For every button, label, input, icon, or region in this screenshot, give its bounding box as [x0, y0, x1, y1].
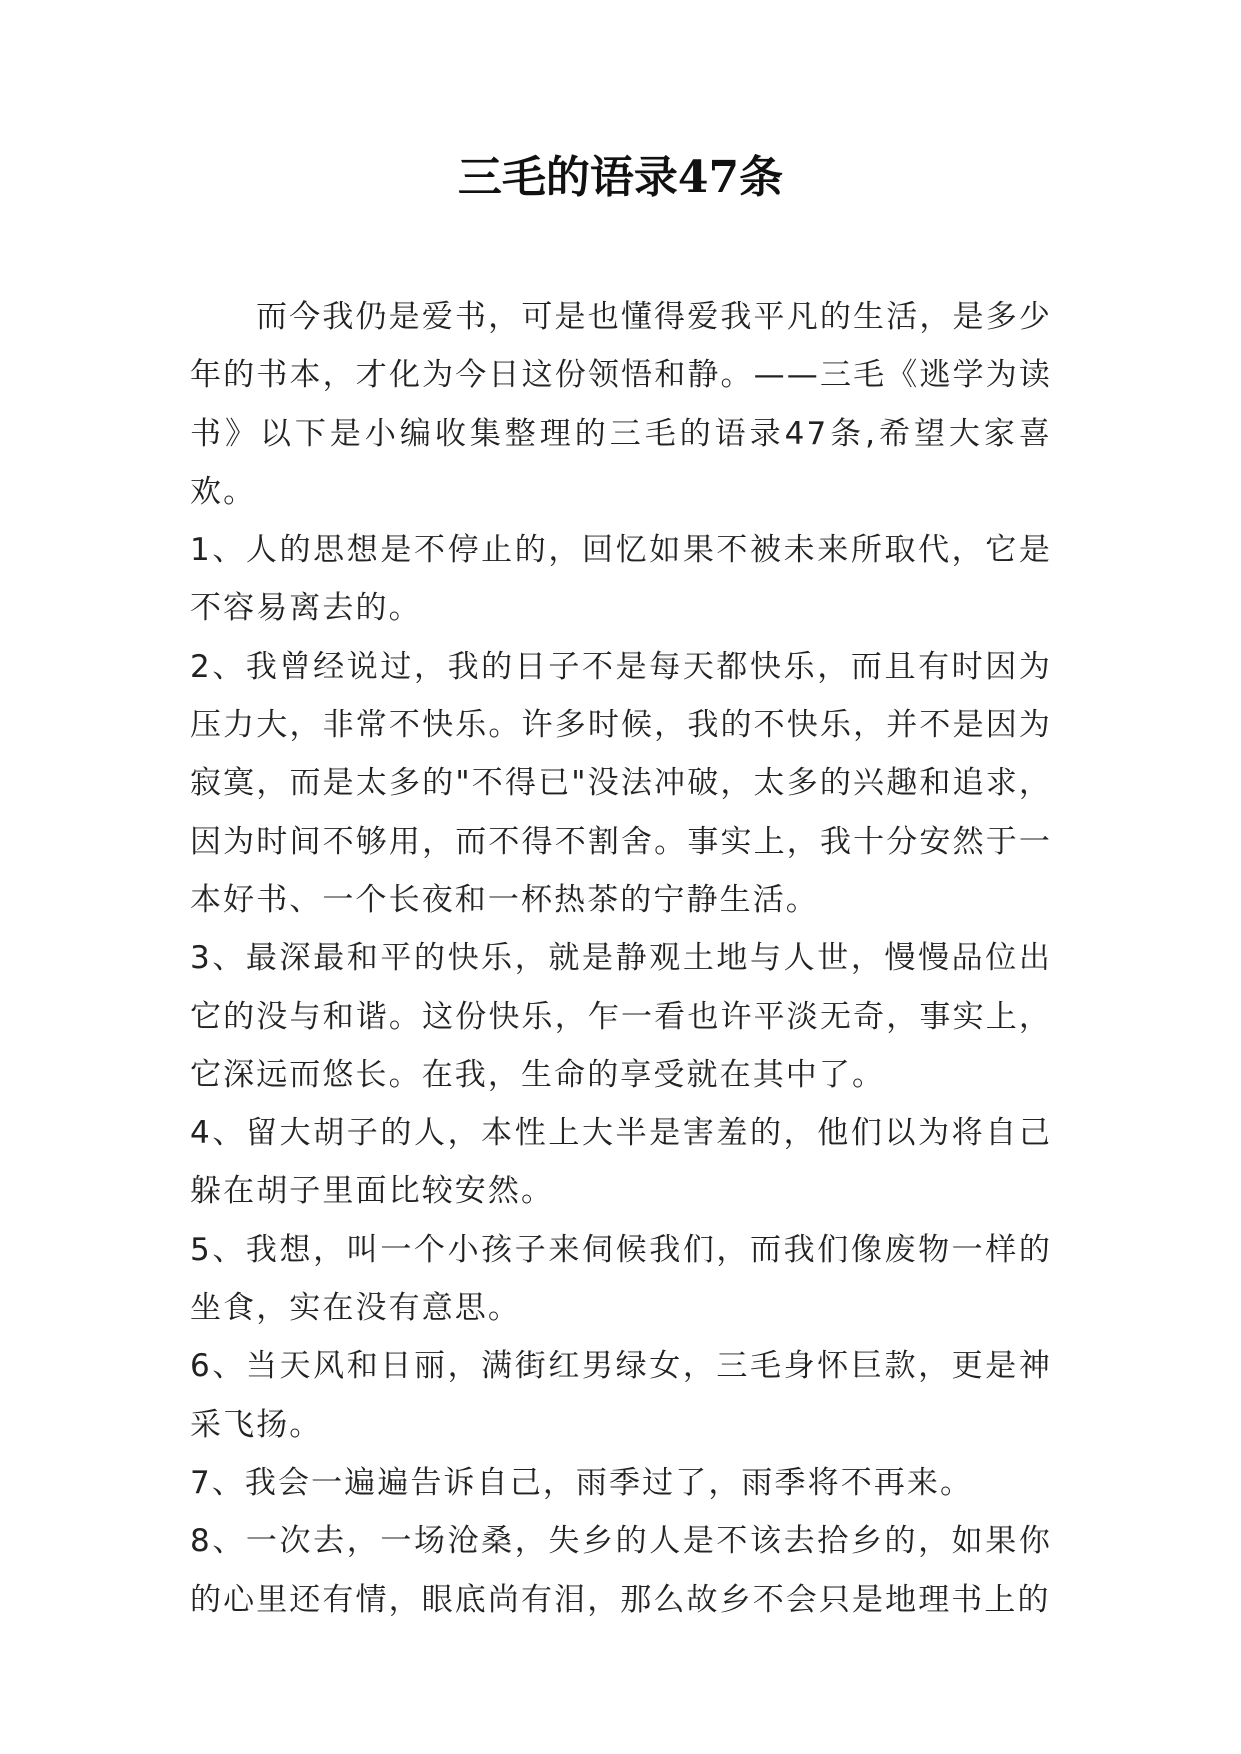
quote-paragraph-2: 2、我曾经说过，我的日子不是每天都快乐，而且有时因为压力大，非常不快乐。许多时候，我的不快乐，并不是因为寂寞，而是太多的"不得已"没法冲破，太多的兴趣和追求，因为时间不够用，而不得不割舍。事实上，我十分安然于一本好书、一个长夜和一杯热茶的宁静生活。 — [190, 648, 1052, 918]
quote-paragraph-8: 8、一次去，一场沧桑，失乡的人是不该去拾乡的，如果你的心里还有情，眼底尚有泪，那么故乡不会只是地理书上的 — [190, 1523, 1052, 1618]
quote-paragraph-6: 6、当天风和日丽，满街红男绿女，三毛身怀巨款，更是神采飞扬。 — [190, 1348, 1052, 1443]
quote-paragraph-7: 7、我会一遍遍告诉自己，雨季过了，雨季将不再来。 — [190, 1464, 974, 1501]
quote-paragraph-5: 5、我想，叫一个小孩子来伺候我们，而我们像废物一样的坐食，实在没有意思。 — [190, 1231, 1052, 1327]
document-title: 三毛的语录47条 — [457, 152, 784, 203]
intro-paragraph: 而今我仍是爱书，可是也懂得爱我平凡的生活，是多少年的书本，才化为今日这份领悟和静。——三毛《逃学为读书》以下是小编收集整理的三毛的语录47条,希望大家喜欢。 — [190, 299, 1052, 510]
quote-paragraph-4: 4、留大胡子的人，本性上大半是害羞的，他们以为将自己躲在胡子里面比较安然。 — [190, 1115, 1052, 1210]
quote-paragraph-1: 1、人的思想是不停止的，回忆如果不被未来所取代，它是不容易离去的。 — [190, 532, 1052, 627]
quote-paragraph-3: 3、最深最和平的快乐，就是静观土地与人世，慢慢品位出它的没与和谐。这份快乐，乍一看也许平淡无奇，事实上，它深远而悠长。在我，生命的享受就在其中了。 — [190, 940, 1052, 1093]
document-body — [190, 288, 1052, 1629]
